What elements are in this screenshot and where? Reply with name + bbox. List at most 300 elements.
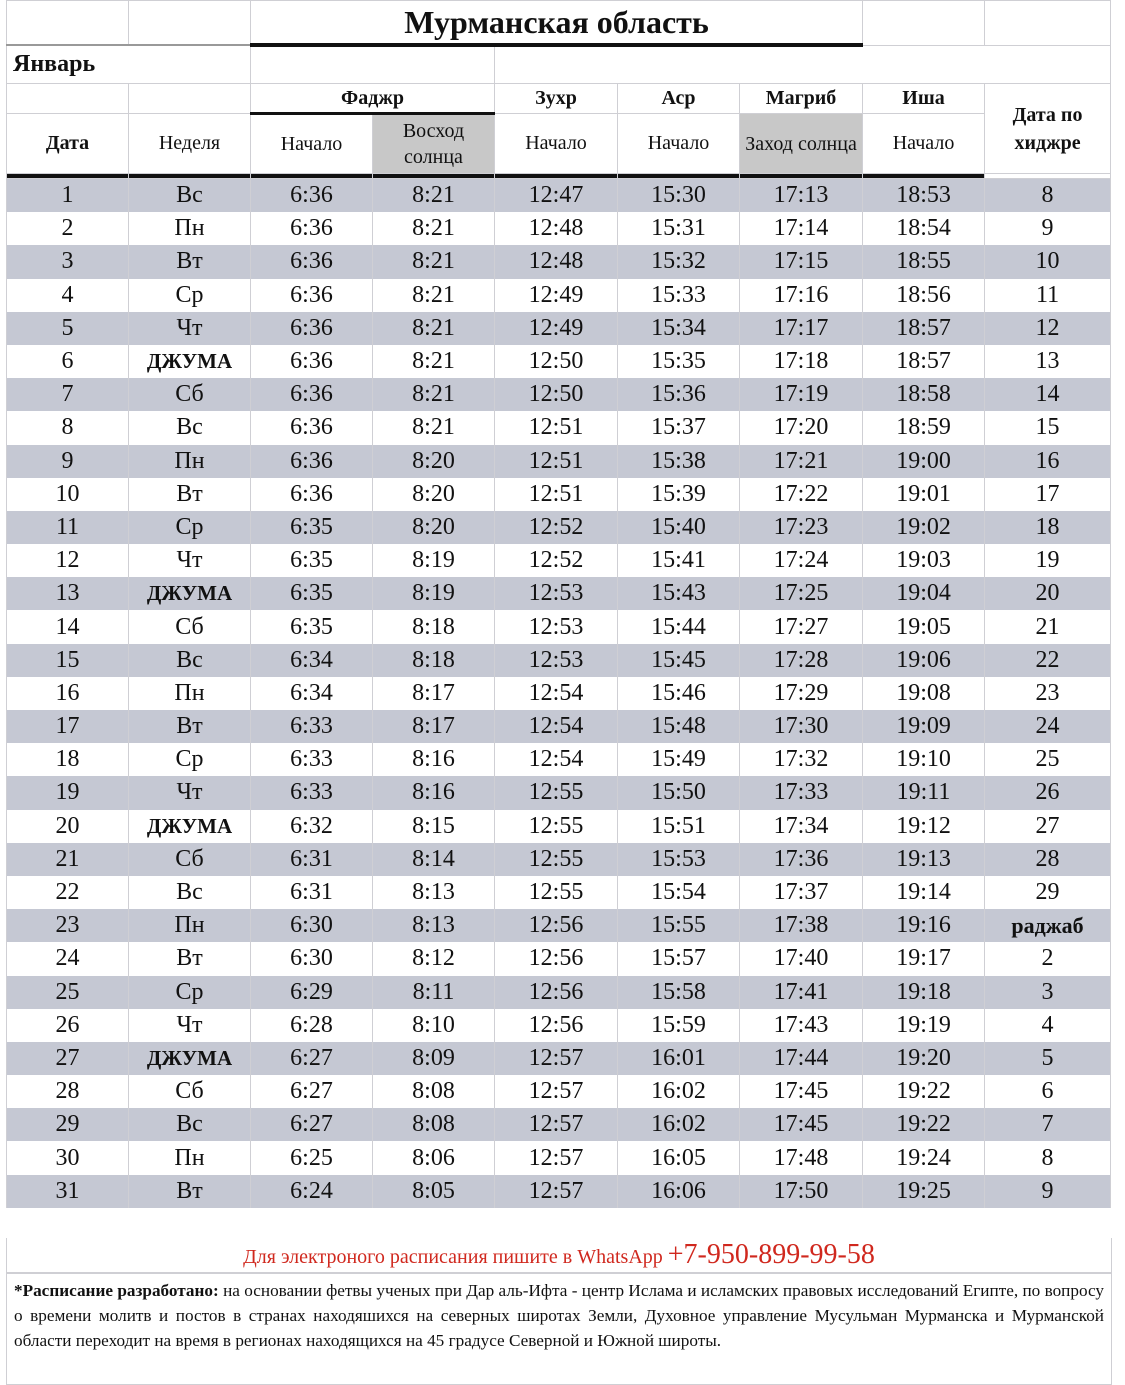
month-label: Январь (7, 45, 251, 84)
empty-cell (7, 1, 129, 46)
cell-hijri: 24 (985, 710, 1111, 743)
cell-sunrise: 8:11 (373, 976, 495, 1009)
cell-zuhr: 12:50 (495, 378, 618, 411)
cell-sunrise: 8:21 (373, 378, 495, 411)
cell-week: Вт (129, 245, 251, 278)
cell-sunrise: 8:08 (373, 1108, 495, 1141)
cell-day: 4 (7, 279, 129, 312)
cell-fajr: 6:30 (251, 909, 373, 942)
cell-fajr: 6:34 (251, 677, 373, 710)
table-row (7, 378, 1111, 411)
cell-hijri: 6 (985, 1075, 1111, 1108)
cell-maghrib: 17:36 (740, 843, 863, 876)
cell-sunrise: 8:21 (373, 345, 495, 378)
cell-zuhr: 12:56 (495, 976, 618, 1009)
cell-asr: 15:49 (618, 743, 740, 776)
table-row (7, 478, 1111, 511)
cell-hijri: 16 (985, 445, 1111, 478)
cell-maghrib: 17:32 (740, 743, 863, 776)
cell-fajr: 6:36 (251, 212, 373, 245)
table-row (7, 810, 1111, 843)
cell-week: Чт (129, 1009, 251, 1042)
table-row (7, 1108, 1111, 1141)
cell-sunrise: 8:21 (373, 179, 495, 213)
cell-asr: 15:39 (618, 478, 740, 511)
cell-asr: 15:34 (618, 312, 740, 345)
empty-cell (129, 1, 251, 46)
schedule-rows (7, 179, 1111, 1208)
cell-week: Вс (129, 1108, 251, 1141)
cell-maghrib: 17:45 (740, 1075, 863, 1108)
cell-isha: 18:57 (863, 345, 985, 378)
table-row (7, 1075, 1111, 1108)
cell-week: ДЖУМА (129, 577, 251, 610)
cell-hijri: 10 (985, 245, 1111, 278)
cell-day: 28 (7, 1075, 129, 1108)
cell-week: Пн (129, 445, 251, 478)
cell-hijri: 14 (985, 378, 1111, 411)
cell-zuhr: 12:55 (495, 843, 618, 876)
header-sunset: Заход солнца (740, 114, 863, 174)
cell-hijri: 9 (985, 1175, 1111, 1208)
cell-week: Вт (129, 710, 251, 743)
page-title: Мурманская область (251, 1, 863, 46)
header-sunrise: Восход солнца (373, 114, 495, 174)
cell-isha: 19:08 (863, 677, 985, 710)
whatsapp-phone: +7-950-899-99-58 (667, 1239, 875, 1270)
cell-maghrib: 17:18 (740, 345, 863, 378)
header-isha-start: Начало (863, 114, 985, 174)
cell-zuhr: 12:48 (495, 245, 618, 278)
cell-asr: 15:58 (618, 976, 740, 1009)
header-maghrib: Магриб (740, 84, 863, 114)
cell-asr: 15:31 (618, 212, 740, 245)
cell-zuhr: 12:52 (495, 544, 618, 577)
cell-sunrise: 8:05 (373, 1175, 495, 1208)
table-row (7, 942, 1111, 975)
cell-fajr: 6:32 (251, 810, 373, 843)
cell-asr: 16:05 (618, 1141, 740, 1174)
cell-isha: 19:14 (863, 876, 985, 909)
cell-week: Сб (129, 610, 251, 643)
table-row (7, 710, 1111, 743)
cell-maghrib: 17:43 (740, 1009, 863, 1042)
cell-week: Пн (129, 212, 251, 245)
table-row (7, 577, 1111, 610)
cell-sunrise: 8:19 (373, 544, 495, 577)
cell-maghrib: 17:37 (740, 876, 863, 909)
header-zuhr: Зухр (495, 84, 618, 114)
cell-maghrib: 17:48 (740, 1141, 863, 1174)
cell-asr: 16:01 (618, 1042, 740, 1075)
cell-maghrib: 17:24 (740, 544, 863, 577)
cell-week: Вс (129, 411, 251, 444)
cell-sunrise: 8:20 (373, 445, 495, 478)
cell-week: Пн (129, 909, 251, 942)
cell-maghrib: 17:29 (740, 677, 863, 710)
cell-week: Вт (129, 478, 251, 511)
table-row (7, 677, 1111, 710)
cell-sunrise: 8:18 (373, 610, 495, 643)
empty-cell (129, 84, 251, 114)
cell-week: ДЖУМА (129, 345, 251, 378)
cell-hijri: 26 (985, 776, 1111, 809)
cell-zuhr: 12:55 (495, 810, 618, 843)
cell-isha: 19:22 (863, 1075, 985, 1108)
cell-sunrise: 8:19 (373, 577, 495, 610)
cell-maghrib: 17:23 (740, 511, 863, 544)
cell-hijri: 25 (985, 743, 1111, 776)
table-row (7, 312, 1111, 345)
cell-sunrise: 8:16 (373, 776, 495, 809)
cell-asr: 15:40 (618, 511, 740, 544)
cell-zuhr: 12:54 (495, 710, 618, 743)
empty-cell (985, 1, 1111, 46)
cell-isha: 19:24 (863, 1141, 985, 1174)
cell-week: ДЖУМА (129, 1042, 251, 1075)
cell-day: 30 (7, 1141, 129, 1174)
cell-fajr: 6:33 (251, 743, 373, 776)
cell-week: Пн (129, 1141, 251, 1174)
cell-week: Ср (129, 743, 251, 776)
cell-fajr: 6:30 (251, 942, 373, 975)
cell-hijri: 22 (985, 644, 1111, 677)
cell-day: 15 (7, 644, 129, 677)
cell-zuhr: 12:57 (495, 1108, 618, 1141)
empty-cell (251, 45, 495, 84)
header-date: Дата (7, 114, 129, 174)
cell-week: Ср (129, 976, 251, 1009)
empty-cell (7, 84, 129, 114)
cell-zuhr: 12:57 (495, 1042, 618, 1075)
cell-zuhr: 12:49 (495, 312, 618, 345)
cell-day: 13 (7, 577, 129, 610)
cell-asr: 15:59 (618, 1009, 740, 1042)
cell-hijri: 19 (985, 544, 1111, 577)
cell-day: 8 (7, 411, 129, 444)
header-hijri: Дата по хиджре (985, 84, 1111, 174)
cell-asr: 15:30 (618, 179, 740, 213)
cell-sunrise: 8:21 (373, 212, 495, 245)
header-fajr: Фаджр (251, 84, 495, 114)
table-row (7, 644, 1111, 677)
cell-maghrib: 17:17 (740, 312, 863, 345)
cell-week: Вс (129, 179, 251, 213)
cell-sunrise: 8:21 (373, 279, 495, 312)
cell-asr: 15:51 (618, 810, 740, 843)
cell-hijri: 21 (985, 610, 1111, 643)
cell-week: Сб (129, 843, 251, 876)
cell-zuhr: 12:56 (495, 942, 618, 975)
cell-zuhr: 12:56 (495, 1009, 618, 1042)
cell-day: 19 (7, 776, 129, 809)
cell-day: 2 (7, 212, 129, 245)
cell-hijri: 9 (985, 212, 1111, 245)
cell-sunrise: 8:17 (373, 710, 495, 743)
cell-day: 18 (7, 743, 129, 776)
cell-week: Ср (129, 279, 251, 312)
cell-maghrib: 17:33 (740, 776, 863, 809)
cell-week: Чт (129, 544, 251, 577)
cell-day: 17 (7, 710, 129, 743)
cell-fajr: 6:33 (251, 776, 373, 809)
cell-zuhr: 12:57 (495, 1141, 618, 1174)
table-row (7, 743, 1111, 776)
cell-isha: 19:00 (863, 445, 985, 478)
header-zuhr-start: Начало (495, 114, 618, 174)
table-row (7, 511, 1111, 544)
cell-fajr: 6:34 (251, 644, 373, 677)
cell-day: 27 (7, 1042, 129, 1075)
footnote (6, 1273, 1112, 1385)
cell-asr: 16:02 (618, 1108, 740, 1141)
cell-fajr: 6:33 (251, 710, 373, 743)
header-week: Неделя (129, 114, 251, 174)
cell-sunrise: 8:13 (373, 909, 495, 942)
cell-fajr: 6:25 (251, 1141, 373, 1174)
cell-maghrib: 17:22 (740, 478, 863, 511)
table-row (7, 909, 1111, 942)
cell-isha: 19:12 (863, 810, 985, 843)
cell-week: Вт (129, 942, 251, 975)
cell-isha: 19:01 (863, 478, 985, 511)
cell-fajr: 6:29 (251, 976, 373, 1009)
cell-maghrib: 17:38 (740, 909, 863, 942)
cell-sunrise: 8:10 (373, 1009, 495, 1042)
cell-zuhr: 12:51 (495, 445, 618, 478)
cell-asr: 15:57 (618, 942, 740, 975)
cell-sunrise: 8:15 (373, 810, 495, 843)
table-row (7, 1042, 1111, 1075)
cell-day: 12 (7, 544, 129, 577)
cell-day: 9 (7, 445, 129, 478)
cell-day: 21 (7, 843, 129, 876)
cell-week: Чт (129, 312, 251, 345)
cell-day: 24 (7, 942, 129, 975)
cell-sunrise: 8:06 (373, 1141, 495, 1174)
cell-maghrib: 17:14 (740, 212, 863, 245)
cell-week: Вс (129, 876, 251, 909)
cell-hijri: 8 (985, 179, 1111, 213)
cell-asr: 15:48 (618, 710, 740, 743)
cell-isha: 18:56 (863, 279, 985, 312)
cell-day: 10 (7, 478, 129, 511)
cell-asr: 15:45 (618, 644, 740, 677)
cell-week: Чт (129, 776, 251, 809)
cell-zuhr: 12:53 (495, 644, 618, 677)
cell-week: Сб (129, 378, 251, 411)
cell-zuhr: 12:47 (495, 179, 618, 213)
cell-hijri: 13 (985, 345, 1111, 378)
cell-asr: 15:50 (618, 776, 740, 809)
cell-fajr: 6:36 (251, 478, 373, 511)
cell-fajr: 6:31 (251, 843, 373, 876)
cell-sunrise: 8:14 (373, 843, 495, 876)
cell-isha: 19:04 (863, 577, 985, 610)
cell-maghrib: 17:20 (740, 411, 863, 444)
cell-hijri: 12 (985, 312, 1111, 345)
cell-isha: 19:03 (863, 544, 985, 577)
cell-fajr: 6:35 (251, 544, 373, 577)
cell-maghrib: 17:28 (740, 644, 863, 677)
cell-isha: 19:06 (863, 644, 985, 677)
table-row (7, 776, 1111, 809)
cell-day: 3 (7, 245, 129, 278)
cell-asr: 15:35 (618, 345, 740, 378)
cell-sunrise: 8:21 (373, 411, 495, 444)
cell-isha: 18:55 (863, 245, 985, 278)
cell-isha: 19:16 (863, 909, 985, 942)
cell-zuhr: 12:54 (495, 743, 618, 776)
cell-fajr: 6:36 (251, 312, 373, 345)
cell-zuhr: 12:57 (495, 1175, 618, 1208)
cell-hijri: 4 (985, 1009, 1111, 1042)
cell-zuhr: 12:54 (495, 677, 618, 710)
table-row (7, 345, 1111, 378)
cell-fajr: 6:35 (251, 577, 373, 610)
cell-fajr: 6:36 (251, 345, 373, 378)
cell-fajr: 6:24 (251, 1175, 373, 1208)
table-row (7, 279, 1111, 312)
cell-maghrib: 17:40 (740, 942, 863, 975)
cell-day: 23 (7, 909, 129, 942)
cell-zuhr: 12:53 (495, 577, 618, 610)
cell-zuhr: 12:57 (495, 1075, 618, 1108)
cell-isha: 19:10 (863, 743, 985, 776)
table-row (7, 1175, 1111, 1208)
cell-maghrib: 17:50 (740, 1175, 863, 1208)
cell-isha: 18:58 (863, 378, 985, 411)
cell-isha: 19:02 (863, 511, 985, 544)
cell-zuhr: 12:48 (495, 212, 618, 245)
cell-hijri: 5 (985, 1042, 1111, 1075)
cell-maghrib: 17:34 (740, 810, 863, 843)
cell-isha: 19:09 (863, 710, 985, 743)
cell-sunrise: 8:08 (373, 1075, 495, 1108)
schedule-table (6, 0, 1111, 1208)
cell-isha: 19:17 (863, 942, 985, 975)
cell-asr: 15:33 (618, 279, 740, 312)
cell-sunrise: 8:12 (373, 942, 495, 975)
cell-week: Пн (129, 677, 251, 710)
cell-day: 1 (7, 179, 129, 213)
cell-zuhr: 12:55 (495, 776, 618, 809)
cell-zuhr: 12:51 (495, 411, 618, 444)
cell-week: ДЖУМА (129, 810, 251, 843)
cell-maghrib: 17:19 (740, 378, 863, 411)
cell-asr: 15:41 (618, 544, 740, 577)
cell-week: Сб (129, 1075, 251, 1108)
cell-day: 14 (7, 610, 129, 643)
cell-day: 25 (7, 976, 129, 1009)
cell-fajr: 6:27 (251, 1108, 373, 1141)
cell-maghrib: 17:25 (740, 577, 863, 610)
cell-hijri: 17 (985, 478, 1111, 511)
whatsapp-line (6, 1238, 1112, 1273)
cell-hijri: 27 (985, 810, 1111, 843)
cell-asr: 15:32 (618, 245, 740, 278)
footnote-label: *Расписание разработано: (14, 1281, 219, 1300)
cell-hijri: 18 (985, 511, 1111, 544)
cell-isha: 19:20 (863, 1042, 985, 1075)
cell-isha: 19:11 (863, 776, 985, 809)
cell-fajr: 6:36 (251, 378, 373, 411)
empty-cell (495, 45, 1111, 84)
cell-isha: 18:53 (863, 179, 985, 213)
cell-week: Ср (129, 511, 251, 544)
cell-hijri: 23 (985, 677, 1111, 710)
cell-day: 6 (7, 345, 129, 378)
cell-day: 11 (7, 511, 129, 544)
table-row (7, 544, 1111, 577)
cell-isha: 18:57 (863, 312, 985, 345)
cell-isha: 19:18 (863, 976, 985, 1009)
cell-hijri: 7 (985, 1108, 1111, 1141)
table-row (7, 843, 1111, 876)
cell-isha: 19:13 (863, 843, 985, 876)
cell-asr: 16:06 (618, 1175, 740, 1208)
table-row (7, 212, 1111, 245)
cell-maghrib: 17:13 (740, 179, 863, 213)
cell-sunrise: 8:16 (373, 743, 495, 776)
cell-hijri: раджаб (985, 909, 1111, 942)
cell-hijri: 20 (985, 577, 1111, 610)
cell-hijri: 29 (985, 876, 1111, 909)
cell-asr: 15:54 (618, 876, 740, 909)
cell-fajr: 6:35 (251, 610, 373, 643)
cell-sunrise: 8:20 (373, 478, 495, 511)
cell-zuhr: 12:49 (495, 279, 618, 312)
cell-zuhr: 12:50 (495, 345, 618, 378)
footnote-text: на основании фетвы ученых при Дар аль-Ифта - центр Ислама и исламских правовых исследований Египте, по вопросу о времени молитв и постов в странах находяшихся на северных широтах Земли, Духовное управление Мусульман Мурманска и Мурманской области переходит на время в регионах находящихся на 45 градусе Северной и Южной широты. (14, 1281, 1104, 1350)
cell-hijri: 11 (985, 279, 1111, 312)
cell-asr: 15:36 (618, 378, 740, 411)
cell-hijri: 28 (985, 843, 1111, 876)
cell-day: 20 (7, 810, 129, 843)
cell-isha: 19:19 (863, 1009, 985, 1042)
cell-fajr: 6:27 (251, 1075, 373, 1108)
cell-asr: 15:44 (618, 610, 740, 643)
cell-day: 29 (7, 1108, 129, 1141)
cell-sunrise: 8:09 (373, 1042, 495, 1075)
cell-asr: 15:37 (618, 411, 740, 444)
cell-isha: 19:25 (863, 1175, 985, 1208)
cell-maghrib: 17:27 (740, 610, 863, 643)
cell-sunrise: 8:20 (373, 511, 495, 544)
cell-zuhr: 12:53 (495, 610, 618, 643)
cell-sunrise: 8:18 (373, 644, 495, 677)
cell-isha: 18:59 (863, 411, 985, 444)
table-row (7, 1009, 1111, 1042)
cell-maghrib: 17:30 (740, 710, 863, 743)
cell-fajr: 6:35 (251, 511, 373, 544)
header-asr: Аср (618, 84, 740, 114)
cell-hijri: 2 (985, 942, 1111, 975)
cell-asr: 15:38 (618, 445, 740, 478)
cell-fajr: 6:36 (251, 179, 373, 213)
cell-day: 5 (7, 312, 129, 345)
cell-week: Вс (129, 644, 251, 677)
cell-hijri: 15 (985, 411, 1111, 444)
cell-maghrib: 17:45 (740, 1108, 863, 1141)
cell-asr: 15:46 (618, 677, 740, 710)
cell-fajr: 6:27 (251, 1042, 373, 1075)
cell-day: 31 (7, 1175, 129, 1208)
cell-fajr: 6:36 (251, 411, 373, 444)
cell-maghrib: 17:16 (740, 279, 863, 312)
table-row (7, 610, 1111, 643)
cell-isha: 19:22 (863, 1108, 985, 1141)
